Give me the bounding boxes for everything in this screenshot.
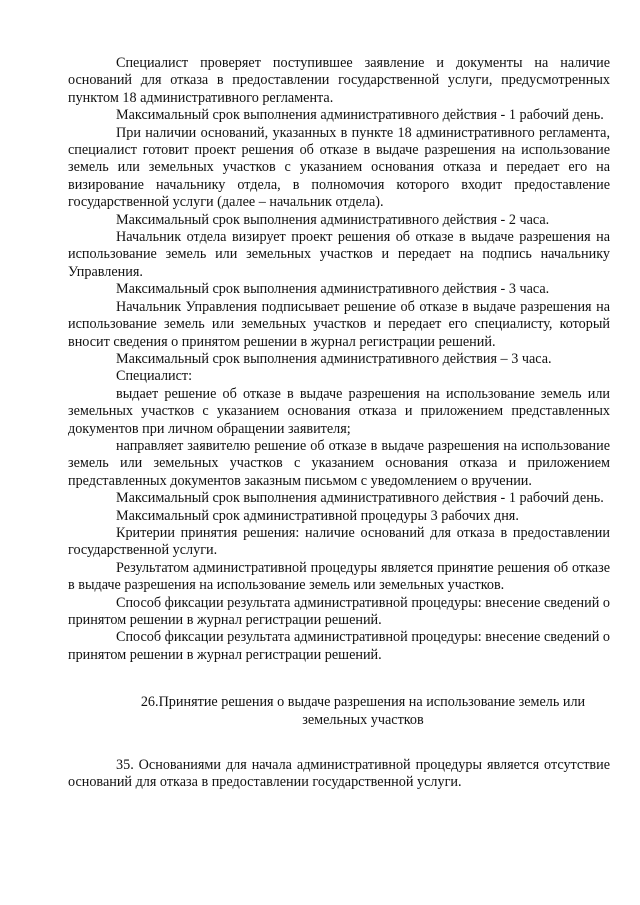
paragraph-administration-head-signing: Начальник Управления подписывает решение об отказе в выдаче разрешения на использование земель или земельных участков и передает его специалисту, который вносит сведения о принятом решении в журнал регистрации решений. bbox=[68, 298, 610, 350]
paragraph-deadline-3-hours: Максимальный срок выполнения административного действия - 3 часа. bbox=[116, 281, 550, 298]
paragraph-recording-method-2: Способ фиксации результата административной процедуры: внесение сведений о принятом решении в журнал регистрации решений. bbox=[68, 629, 610, 663]
paragraph-send-by-mail: направляет заявителю решение об отказе в выдаче разрешения на использование земель или земельных участков с указанием основания отказа и приложением представленных документов заказным письмом с уведомлением о вручении. bbox=[68, 437, 610, 489]
paragraph-deadline-2-hours: Максимальный срок выполнения административного действия - 2 часа. bbox=[116, 211, 550, 228]
section-heading-line-1: 26.Принятие решения о выдаче разрешения на использование земель или bbox=[140, 694, 586, 711]
paragraph-deadline-3-hours-dash: Максимальный срок выполнения административного действия – 3 часа. bbox=[116, 350, 552, 367]
section-heading bbox=[68, 694, 610, 729]
paragraph-specialist: Специалист: bbox=[116, 368, 193, 385]
document-page bbox=[68, 55, 610, 792]
paragraph-grounds-for-procedure: 35. Основаниями для начала административной процедуры является отсутствие оснований для отказа в предоставлении государственной услуги. bbox=[68, 757, 610, 791]
spacer bbox=[68, 729, 610, 757]
paragraph-issue-in-person: выдает решение об отказе в выдаче разрешения на использование земель или земельных участков с указанием основания отказа и приложением представленных документов при личном обращении заявителя; bbox=[68, 385, 610, 437]
paragraph-deadline-1-day-second: Максимальный срок выполнения административного действия - 1 рабочий день. bbox=[116, 490, 604, 507]
paragraph-deadline-1-day: Максимальный срок выполнения административного действия - 1 рабочий день. bbox=[116, 107, 604, 124]
paragraph-decision-criteria: Критерии принятия решения: наличие оснований для отказа в предоставлении государственной услуги. bbox=[68, 524, 610, 559]
paragraph-recording-method-1: Способ фиксации результата административной процедуры: внесение сведений о принятом решении в журнал регистрации решений. bbox=[68, 594, 610, 628]
paragraph-draft-refusal: При наличии оснований, указанных в пункте 18 административного регламента, специалист готовит проект решения об отказе в выдаче разрешения на использование земель или земельных участков с указанием основания отказа и передает его на визирование начальнику отдела, в полномочия которого входит предоставление государственной услуги (далее – начальник отдела). bbox=[68, 124, 610, 211]
paragraph-verification: Специалист проверяет поступившее заявление и документы на наличие оснований для отказа в предоставлении государственной услуги, предусмотренных пунктом 18 административного регламента. bbox=[68, 55, 610, 106]
paragraph-department-head-approval: Начальник отдела визирует проект решения об отказе в выдаче разрешения на использование земель или земельных участков и передает на подпись начальнику Управления. bbox=[68, 229, 610, 280]
paragraph-procedure-deadline: Максимальный срок административной процедуры 3 рабочих дня. bbox=[116, 507, 519, 524]
section-heading-line-2: земельных участков bbox=[302, 711, 424, 728]
paragraph-procedure-result: Результатом административной процедуры является принятие решения об отказе в выдаче разрешения на использование земель или земельных участков. bbox=[68, 559, 610, 594]
